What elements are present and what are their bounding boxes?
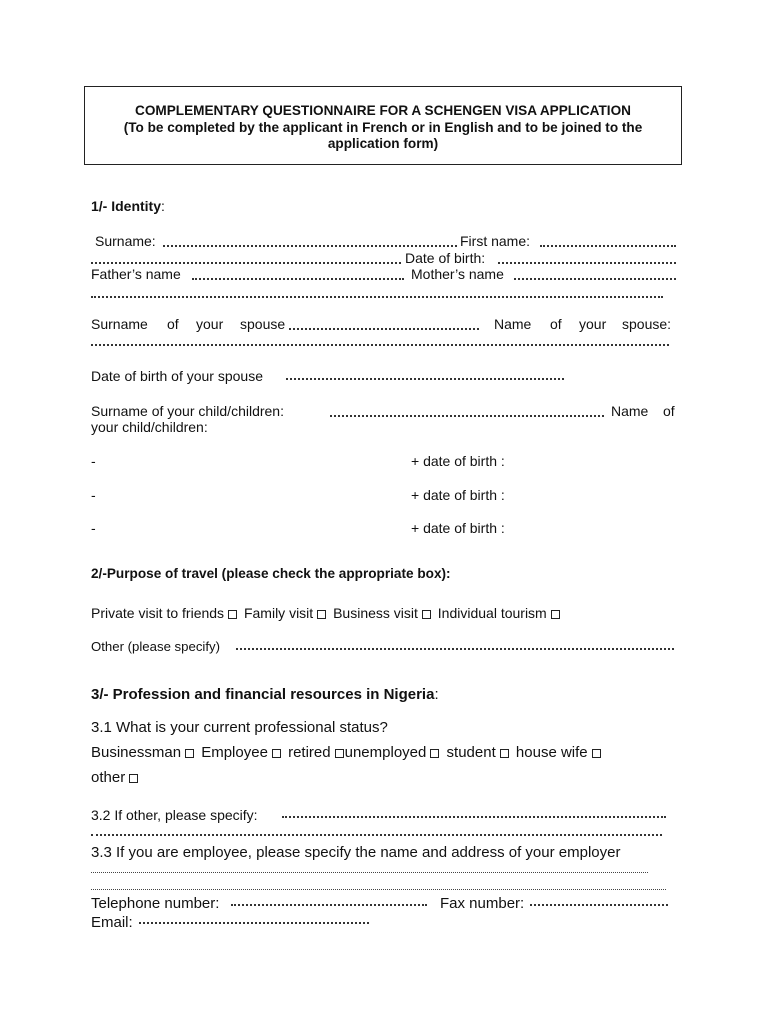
house-wife-checkbox[interactable]	[592, 749, 601, 758]
email-label: Email:	[91, 914, 133, 931]
child-3-dob-label: + date of birth :	[411, 520, 505, 536]
spouse-surname-label-4: spouse	[240, 316, 286, 332]
spouse-name-field[interactable]	[91, 344, 669, 346]
spouse-surname-label-2: of	[167, 316, 179, 332]
family-visit-checkbox[interactable]	[317, 610, 326, 619]
section-identity-heading	[91, 198, 165, 214]
purpose-option-family-label: Family visit	[243, 605, 314, 621]
header-box	[84, 86, 682, 165]
status-unemployed-label: unemployed	[344, 744, 427, 761]
surname-label: Surname:	[95, 233, 156, 249]
surname-field[interactable]	[163, 245, 457, 247]
form-subtitle-line2: application form)	[327, 136, 439, 151]
student-checkbox[interactable]	[500, 749, 509, 758]
spouse-name-label-4: spouse:	[622, 316, 672, 332]
q33-label: 3.3 If you are employee, please specify the name and address of your employer	[91, 844, 621, 861]
child-2-dob-label: + date of birth :	[411, 487, 505, 503]
children-name-label-1: Name	[611, 403, 649, 419]
employee-checkbox[interactable]	[272, 749, 281, 758]
first-name-field[interactable]	[540, 245, 676, 247]
status-businessman-label: Businessman	[91, 744, 182, 761]
businessman-checkbox[interactable]	[185, 749, 194, 758]
purpose-other-field[interactable]	[236, 648, 674, 650]
spouse-name-label-1: Name	[494, 316, 532, 332]
profession-heading-colon: :	[434, 686, 439, 703]
identity-heading-colon: :	[161, 198, 165, 214]
fathers-name-field[interactable]	[192, 278, 404, 280]
spouse-surname-label-1: Surname	[91, 316, 148, 332]
purpose-other-label: Other (please specify)	[91, 639, 220, 654]
form-title: COMPLEMENTARY QUESTIONNAIRE FOR A SCHENGEN VISA APPLICATION	[135, 103, 631, 118]
telephone-field[interactable]	[231, 904, 427, 906]
status-retired-label: retired	[288, 744, 331, 761]
date-of-birth-field[interactable]	[498, 262, 676, 264]
status-student-label: student	[446, 744, 496, 761]
status-other-label: other	[91, 769, 126, 786]
section-purpose-heading: 2/-Purpose of travel (please check the appropriate box):	[91, 566, 451, 581]
children-name-label-2: of	[663, 403, 675, 419]
status-house-wife-label: house wife	[515, 744, 588, 761]
form-subtitle-line1: (To be completed by the applicant in French or in English and to be joined to the	[123, 119, 643, 135]
q32-field[interactable]	[282, 816, 666, 818]
email-field[interactable]	[139, 922, 369, 924]
children-name-label-3: your child/children:	[91, 419, 208, 435]
purpose-options-row	[91, 605, 563, 621]
employer-field-line1[interactable]	[91, 872, 648, 873]
status-employee-label: Employee	[201, 744, 268, 761]
status-options-row	[91, 744, 604, 761]
child-3-bullet: -	[91, 520, 96, 536]
fax-label: Fax number:	[440, 895, 525, 912]
spouse-dob-field[interactable]	[286, 378, 564, 380]
employer-field-line2[interactable]	[91, 889, 666, 890]
private-visit-checkbox[interactable]	[228, 610, 237, 619]
child-1-bullet: -	[91, 453, 96, 469]
spouse-surname-field[interactable]	[289, 328, 479, 330]
q31-label: 3.1 What is your current professional status?	[91, 719, 388, 736]
q32-label: 3.2 If other, please specify:	[91, 807, 258, 823]
purpose-option-private-label: Private visit to friends	[91, 605, 225, 621]
profession-heading-text: 3/- Profession and financial resources in Nigeria	[91, 686, 435, 703]
first-name-field-cont[interactable]	[91, 262, 401, 264]
business-visit-checkbox[interactable]	[422, 610, 431, 619]
purpose-option-business-label: Business visit	[333, 605, 418, 621]
mothers-name-field[interactable]	[514, 278, 676, 280]
other-status-checkbox[interactable]	[129, 774, 138, 783]
identity-heading-text: 1/- Identity	[91, 198, 162, 214]
children-surname-label: Surname of your child/children:	[91, 403, 284, 419]
spouse-surname-label-3: your	[196, 316, 224, 332]
mothers-name-label: Mother’s name	[411, 266, 504, 282]
spouse-name-label-3: your	[579, 316, 607, 332]
spouse-dob-label: Date of birth of your spouse	[91, 368, 263, 384]
q32-field-cont[interactable]	[91, 834, 662, 836]
spouse-name-label-2: of	[550, 316, 562, 332]
individual-tourism-checkbox[interactable]	[551, 610, 560, 619]
child-2-bullet: -	[91, 487, 96, 503]
fax-field[interactable]	[530, 904, 668, 906]
unemployed-checkbox[interactable]	[430, 749, 439, 758]
child-1-dob-label: + date of birth :	[411, 453, 505, 469]
telephone-label: Telephone number:	[91, 895, 220, 912]
purpose-option-tourism-label: Individual tourism	[437, 605, 547, 621]
children-surname-field[interactable]	[330, 415, 604, 417]
status-options-row-2	[91, 769, 141, 786]
fathers-name-label: Father’s name	[91, 266, 181, 282]
section-profession-heading	[91, 686, 439, 703]
date-of-birth-label: Date of birth:	[405, 250, 486, 266]
retired-checkbox[interactable]	[335, 749, 344, 758]
mothers-name-field-cont[interactable]	[91, 296, 663, 298]
first-name-label: First name:	[460, 233, 531, 249]
